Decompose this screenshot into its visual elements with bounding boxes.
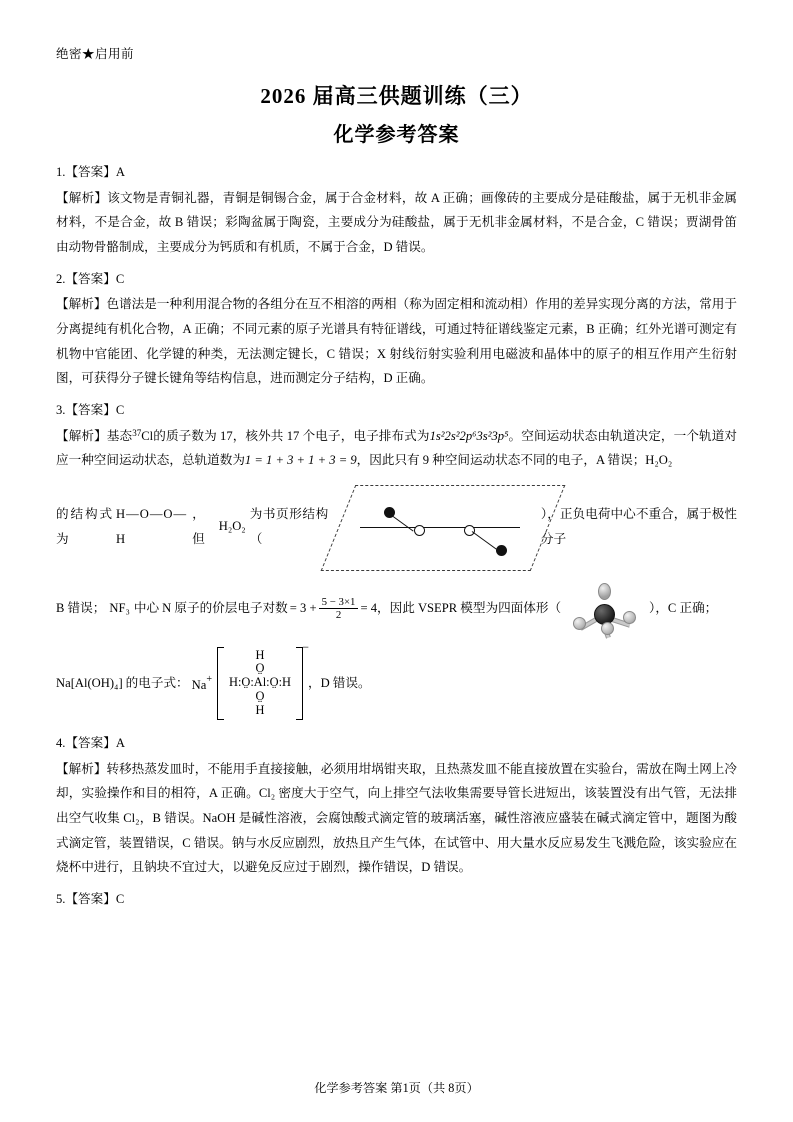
page-footer: 化学参考答案 第1页（共 8页） [314, 1081, 479, 1095]
lewis-structure-diagram [217, 639, 309, 720]
q2-analysis-label: 【解析】 [56, 297, 107, 312]
isotope-mass: 37 [132, 427, 142, 438]
h2o2-plane [321, 485, 566, 571]
nf3-ball-and-stick-diagram [563, 581, 647, 637]
q1-analysis-label: 【解析】 [56, 190, 108, 205]
h2o2-hydrogen-atom-2 [496, 545, 507, 556]
q3-line2-a: 的结构式为 [56, 507, 113, 546]
q3-line3-b: 中心 N 原子的价层电子对数 [133, 601, 288, 616]
page-title: 2026 届高三供题训练（三） [260, 84, 533, 108]
question-3-answer [56, 401, 737, 420]
q1-answer-label: 【答案】 [65, 165, 116, 179]
q4-answer-label: 【答案】 [65, 736, 116, 751]
q3-text-c: 。空间运动状态由轨道决定，一个轨道对应一种空间运动状态，总轨道数为 [56, 428, 738, 468]
question-4-analysis [56, 757, 737, 880]
h2o2-3d-diagram [332, 477, 537, 577]
nf3-fluorine-atom-1 [573, 617, 586, 630]
lewis-row-3: H:O̤:Al:O̤:H [229, 675, 291, 690]
q2-analysis-text: 色谱法是一种利用混合物的各组分在互不相溶的两相（称为固定相和流动相）作用的差异实现分离的方法，常用于分离提纯有机化合物，A 正确；不同元素的原子光谱具有特征谱线，可通过特征谱线鉴定元素，B 正确；红外光谱可测定有机物中官能团、化学键的种类，无法测定键长，C 错误；X 射线衍射实验利用电磁波和晶体中的原子的相互作用产生衍射图，可获得分子键长键角等结构信息，进而测定分子结构，D 正确。 [56, 297, 738, 386]
q4-number: 4. [56, 736, 66, 751]
isotope-element: Cl [141, 428, 154, 443]
q3-line3-a: B 错误； [56, 601, 106, 616]
lewis-structure-row [56, 639, 737, 720]
lewis-cation-symbol: Na [191, 677, 207, 692]
nf3-formula: NF₃ [109, 601, 130, 616]
question-1-analysis [56, 186, 737, 260]
q3-line2-c: 为书页形结构（ [249, 507, 329, 546]
q3-analysis-label: 【解析】 [56, 428, 107, 443]
q3-text-a: 基态 [106, 428, 133, 443]
q3-text-d: ，因此只有 9 种空间运动状态不同的电子，A 错误； [356, 453, 646, 468]
vsepr-lead: = 3 + [289, 601, 317, 616]
nf3-fluorine-atom-3 [623, 611, 636, 624]
na-symbol: Na [56, 676, 71, 691]
lewis-cation [192, 670, 212, 698]
q3-line2-d: ），正负电荷中心不重合，属于极性分子 [540, 507, 738, 546]
nf3-row [56, 581, 737, 637]
q3-line4-b: ，D 错误。 [307, 676, 371, 691]
vsepr-equation [290, 596, 561, 622]
q3-number: 3. [56, 402, 66, 417]
q5-answer-value: C [115, 891, 125, 906]
lewis-row-5: H [255, 703, 265, 718]
orbital-count-equation: 1 = 1 + 3 + 1 + 3 = 9 [244, 453, 357, 468]
q1-number: 1. [56, 165, 66, 179]
lewis-bracket-charge: − [302, 639, 309, 654]
na-aluminate-formula: Na[Al(OH)₄] [56, 676, 123, 691]
q4-analysis-text: 转移热蒸发皿时，不能用手直接接触，必须用坩埚钳夹取，且热蒸发皿不能直接放置在实验台，需放在陶土网上冷却，实验操作和目的相符，A 正确。Cl₂ 密度大于空气，向上排空气法收集需要导管长进短出，该装置没有出气管，无法排出空气收集 Cl₂，B 错误。NaOH 是碱性溶液，会腐蚀酸式滴定管的玻璃活塞，碱性溶液应盛装在碱式滴定管中，题图为酸式滴定管，装置错误，C 错误。钠与水反应剧烈，放热且产生气体，在试管中、用大量水反应易发生飞溅危险，该实验应在烧杯中进行，且钠块不宜过大，以避免反应过于剧烈，操作错误，D 错误。 [56, 761, 738, 875]
q3-text-b: 的质子数为 17，核外共 17 个电子，电子排布式为 [153, 428, 430, 443]
h2o2-formula-inline-2: H₂O₂ [218, 519, 246, 534]
question-1-answer [56, 163, 737, 182]
q1-analysis-text: 该文物是青铜礼器，青铜是铜锡合金，属于合金材料，故 A 正确；画像砖的主要成分是硅酸盐，属于无机非金属材料，不是合金，故 B 错误；彩陶盆属于陶瓷，主要成分为硅酸盐，属于无机非金属材料，不是合金，C 错误；贾湖骨笛由动物骨骼制成，主要成分为钙质和有机质，不属于合金，D 错误。 [56, 190, 738, 254]
q3-line4-a: 的电子式： [125, 676, 189, 691]
lewis-bracket-left [217, 647, 224, 720]
nf3-fluorine-atom-2 [601, 622, 614, 635]
vsepr-fraction-numerator: 5 − 3×1 [321, 595, 356, 608]
question-5-answer [56, 890, 737, 909]
h2o2-structural-formula: H—O—O—H [116, 507, 188, 546]
q1-answer-value: A [115, 165, 125, 179]
question-4-answer [56, 734, 737, 753]
q3-answer-value: C [115, 402, 125, 417]
h2o2-oxygen-atom-2 [464, 525, 475, 536]
question-2-answer [56, 270, 737, 289]
electron-configuration: 1s²2s²2p⁶3s²3p⁵ [429, 428, 509, 443]
lewis-bracket-right [296, 647, 303, 720]
q2-answer-label: 【答案】 [65, 271, 116, 286]
h2o2-structure-row [56, 477, 737, 577]
h2o2-oxygen-atom-1 [414, 525, 425, 536]
h2o2-oo-bond [360, 527, 520, 528]
secret-notice: 绝密★启用前 [56, 47, 135, 61]
page-subtitle: 化学参考答案 [333, 124, 460, 146]
lewis-row-4: O̤ [255, 689, 265, 704]
isotope-label [132, 429, 153, 443]
q5-number: 5. [56, 891, 66, 906]
q3-answer-label: 【答案】 [65, 402, 116, 417]
q2-answer-value: C [115, 271, 125, 286]
h2o2-formula-inline: H₂O₂ [645, 453, 673, 468]
lewis-cation-charge: + [206, 673, 212, 685]
lewis-row-1: H [255, 647, 265, 662]
q4-analysis-label: 【解析】 [56, 761, 107, 776]
vsepr-fraction [319, 596, 359, 622]
vsepr-tail: = 4，因此 VSEPR 模型为四面体形（ [360, 601, 562, 616]
lewis-row-2: O̤ [255, 661, 265, 676]
q3-line3-c: ），C 正确； [649, 601, 718, 616]
question-2-analysis [56, 292, 737, 390]
vsepr-fraction-denominator: 2 [319, 608, 359, 621]
q4-answer-value: A [115, 736, 125, 751]
q5-answer-label: 【答案】 [65, 891, 116, 906]
q3-line2-b: ，但 [192, 507, 205, 546]
nf3-lone-pair-lobe [598, 583, 611, 600]
aluminate-ion: Al(OH)₄ [74, 676, 119, 691]
q2-number: 2. [56, 271, 66, 286]
question-3-analysis-part1 [56, 424, 737, 473]
